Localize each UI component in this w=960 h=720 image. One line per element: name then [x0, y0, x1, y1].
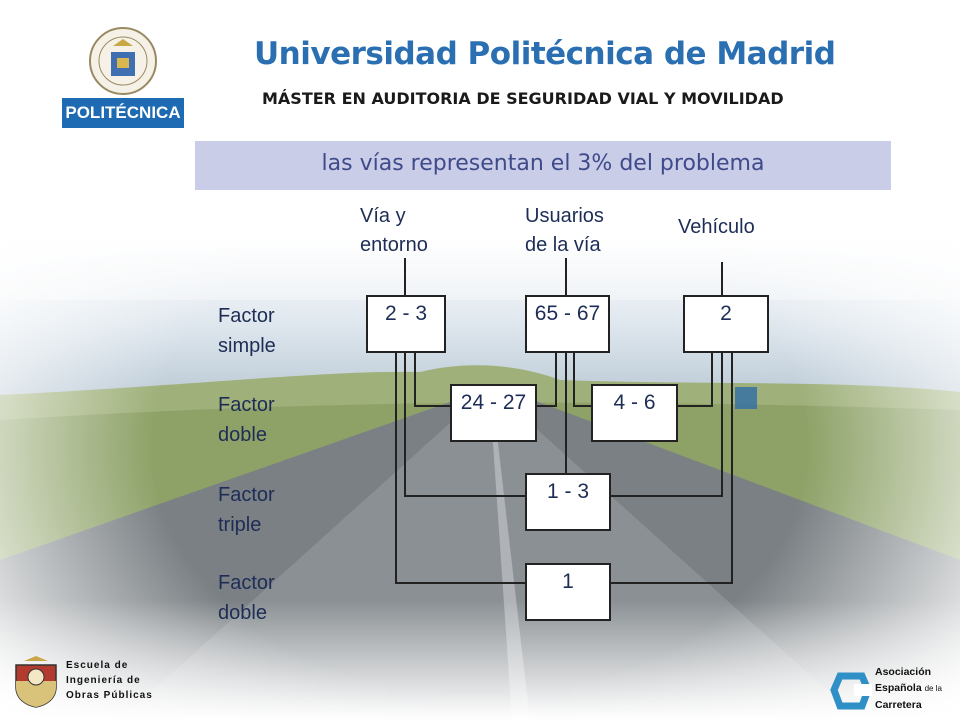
row-label-line: triple	[218, 514, 262, 536]
association-name	[875, 664, 942, 713]
column-label-line: de la vía	[525, 234, 601, 256]
column-label-line: Vehículo	[678, 216, 755, 238]
school-name-line: Ingeniería de	[66, 675, 141, 686]
row-label-line: simple	[218, 335, 276, 357]
school-crest-logo	[10, 655, 62, 709]
row-label-line: Factor	[218, 394, 275, 416]
assoc-connector: de la	[924, 684, 942, 693]
assoc-initial: Asociación	[875, 666, 932, 678]
banner-text: las vías representan el 3% del problema	[321, 151, 765, 176]
factor-box-triple: 1 - 3	[525, 473, 611, 531]
row-label-line: Factor	[218, 572, 275, 594]
row-label-line: doble	[218, 602, 267, 624]
factor-box-via-usuarios: 24 - 27	[450, 384, 537, 442]
school-name	[66, 658, 153, 703]
column-label-line: Vía y	[360, 205, 406, 227]
factor-box-usuarios-vehiculo: 4 - 6	[591, 384, 678, 442]
factor-box-vehiculo: 2	[683, 295, 769, 353]
upm-badge: POLITÉCNICA	[62, 98, 184, 128]
factor-box-via: 2 - 3	[366, 295, 446, 353]
row-label-line: Factor	[218, 305, 275, 327]
assoc-initial: Española	[875, 682, 922, 694]
column-label-line: entorno	[360, 234, 428, 256]
school-name-line: Escuela de	[66, 660, 129, 671]
school-name-line: Obras Públicas	[66, 690, 153, 701]
factor-box-via-vehiculo: 1	[525, 563, 611, 621]
assoc-initial: Carretera	[875, 699, 922, 711]
page-title: Universidad Politécnica de Madrid	[254, 36, 836, 72]
row-label-line: doble	[218, 424, 267, 446]
column-label-line: Usuarios	[525, 205, 604, 227]
association-logo	[830, 668, 872, 714]
page-subtitle: MÁSTER EN AUDITORIA DE SEGURIDAD VIAL Y MOVILIDAD	[262, 89, 784, 108]
factor-box-usuarios: 65 - 67	[525, 295, 610, 353]
row-label-line: Factor	[218, 484, 275, 506]
